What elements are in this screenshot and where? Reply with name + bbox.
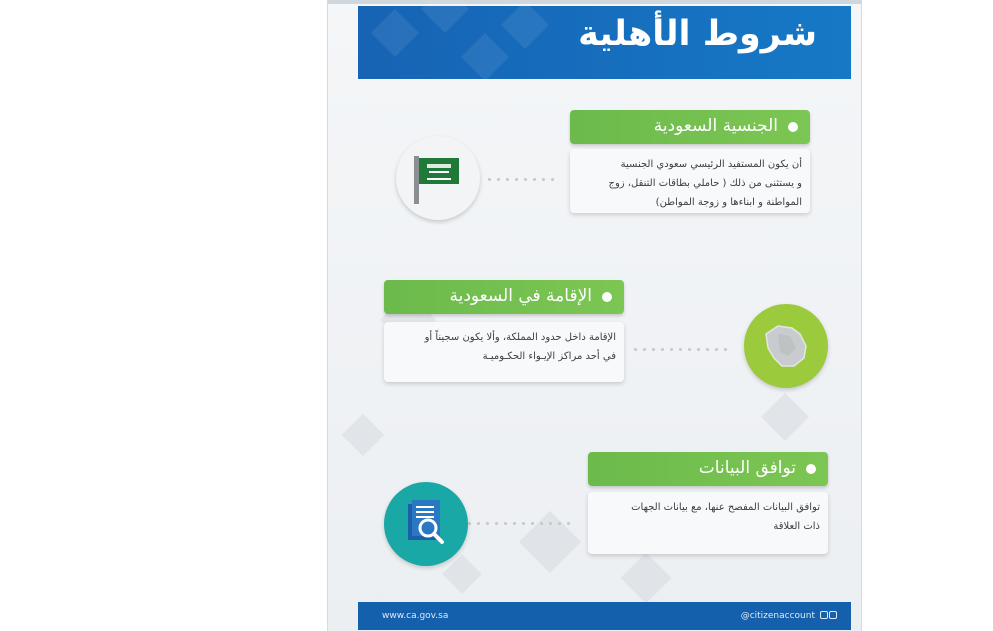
social-icons[interactable] [819,611,839,621]
background-diamond [761,393,809,441]
document-search-icon [384,482,468,566]
section-description-data-match [588,492,828,554]
header-banner [358,6,851,79]
twitter-icon[interactable] [820,611,828,619]
connector-dots [488,178,568,182]
section-description-residence [384,322,624,382]
section-heading-label: توافق البيانات [698,458,796,478]
saudi-flag-icon [396,136,480,220]
description-line: ذات العلاقة [773,521,820,532]
social-handle[interactable]: @citizenaccount [740,611,815,621]
section-heading-nationality [570,110,810,144]
background-diamond [621,553,672,604]
section-heading-residence [384,280,624,314]
header-diamond [421,0,469,33]
description-line: و يستثنى من ذلك ( حاملي بطاقات التنقل، زوج [608,178,802,189]
instagram-icon[interactable] [829,611,837,619]
page-title: شروط الأهلية [578,14,817,54]
bullet-dot [602,292,612,302]
section-description-nationality [570,149,810,213]
bullet-dot [788,122,798,132]
description-line: المواطنة و ابناءها و زوجة المواطن) [655,197,802,208]
website-link[interactable]: www.ca.gov.sa [382,611,449,621]
bullet-dot [806,464,816,474]
description-line: الإقامة داخل حدود المملكة، وألا يكون سجيناً أو [424,332,616,343]
description-line: أن يكون المستفيد الرئيسي سعودي الجنسية [620,159,802,170]
background-diamond [519,511,581,573]
description-line: توافق البيانات المفصح عنها، مع بيانات الجهات [631,502,820,513]
connector-dots [468,522,586,526]
header-diamond [371,9,419,57]
footer-bar [358,602,851,630]
background-diamond [342,414,384,456]
description-line: في أحد مراكز الإيـواء الحكـوميـة [482,351,616,362]
eligibility-poster [327,0,862,631]
connector-dots [634,348,744,352]
section-heading-data-match [588,452,828,486]
saudi-map-icon [744,304,828,388]
top-border [328,0,861,4]
header-diamond [501,1,549,49]
header-diamond [461,33,509,81]
section-heading-label: الجنسية السعودية [653,116,778,136]
section-heading-label: الإقامة في السعودية [449,286,592,306]
